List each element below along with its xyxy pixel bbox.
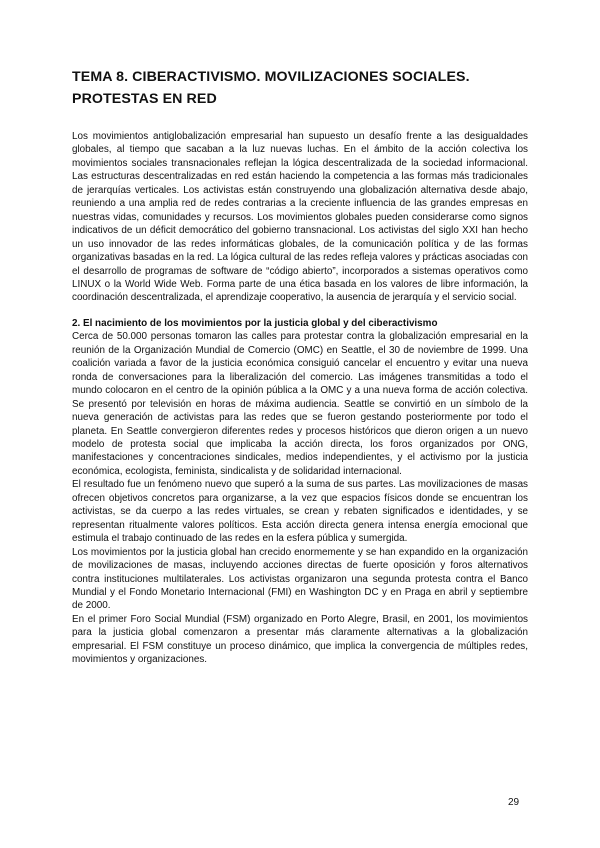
section-heading: 2. El nacimiento de los movimientos por la justicia global y del ciberactivismo <box>72 317 438 329</box>
paragraph-gap <box>72 305 528 317</box>
section-paragraph-3: Los movimientos por la justicia global han crecido enormemente y se han expandido en la organización de movilizaciones de masas, incluyendo acciones directas de fuerte oposición y foros alternativos contra instituciones multilaterales. Los activistas organizaron una segunda protesta contra el Banco Mundial y el Fondo Monetario Internacional (FMI) en Washington DC y en Praga en abril y septiembre de 2000. <box>72 546 528 612</box>
page-number: 29 <box>508 797 520 808</box>
section-paragraph-2: El resultado fue un fenómeno nuevo que superó a la suma de sus partes. Las movilizaciones de masas ofrecen objetivos concretos para organizarse, a la vez que espacios físicos donde se encuentran los activistas, se da cuerpo a las redes virtuales, se crean y rebaten significados e identidades, y se representan ritualmente valores políticos. Esta acción directa genera intensa energía emocional que estimula el trabajo continuado de las redes en la esfera pública y sumergida. <box>72 479 528 545</box>
intro-paragraph: Los movimientos antiglobalización empresarial han supuesto un desafío frente a las desigualdades globales, al tiempo que sacaban a la luz nuevas luchas. En el ámbito de la acción colectiva los movimientos sociales transnacionales reflejan la lógica descentralizada de la sociedad informacional. Las estructuras descentralizadas en red están haciendo la competencia a las formas más tradicionales de jerarquías verticales. Los activistas están construyendo una globalización alternativa desde abajo, reuniendo a una amplia red de redes contrarias a la creciente influencia de las grandes empresas en nuestras vidas, comunidades y recursos. Los movimientos globales pueden considerarse como signos indicativos de un déficit democrático del gobierno transnacional. Los activistas del siglo XXI han hecho un uso innovador de las redes informáticas globales, de la comunicación política y de las formas organizativas basadas en la red. La lógica cultural de las redes refleja valores y prácticas asociadas con el desarrollo de programas de software de “código abierto”, incorporados a sistemas operativos como LINUX o la World Wide Web. Forma parte de una ética basada en los valores de libre información, la coordinación descentralizada, el aprendizaje cooperativo, la ausencia de jerarquía y el servicio social. <box>72 131 528 304</box>
chapter-title: TEMA 8. CIBERACTIVISMO. MOVILIZACIONES SOCIALES. PROTESTAS EN RED <box>72 69 470 107</box>
section-paragraph-1: Cerca de 50.000 personas tomaron las calles para protestar contra la globalización empresarial en la reunión de la Organización Mundial de Comercio (OMC) en Seattle, el 30 de noviembre de 1999. Una coalición variada a favor de la justicia económica consiguió cancelar el encuentro y evitar una nueva ronda de conversaciones para la liberalización del comercio. Las imágenes transmitidas a todo el mundo colocaron en el centro de la opinión pública a la OMC y a una nueva forma de acción colectiva. Se presentó por televisión en horas de máxima audiencia. Seattle se convirtió en un símbolo de la nueva generación de activistas para las redes que se fueron gestando posteriormente por todo el planeta. En Seattle convergieron diferentes redes y procesos históricos que dieron origen a un nuevo modelo de protesta social que implicaba la acción directa, los foros organizados por ONG, manifestaciones y concentraciones sindicales, medios independientes, y el activismo por la justicia económica, ecologista, feminista, sindicalista y de solidaridad internacional. <box>72 331 528 477</box>
section-paragraph-4: En el primer Foro Social Mundial (FSM) organizado en Porto Alegre, Brasil, en 2001, los movimientos para la justicia global comenzaron a presentar más claramente alternativas a la globalización empresarial. El FSM constituye un proceso dinámico, que implica la convergencia de múltiples redes, movimientos y organizaciones. <box>72 613 528 666</box>
page-content <box>72 66 528 667</box>
